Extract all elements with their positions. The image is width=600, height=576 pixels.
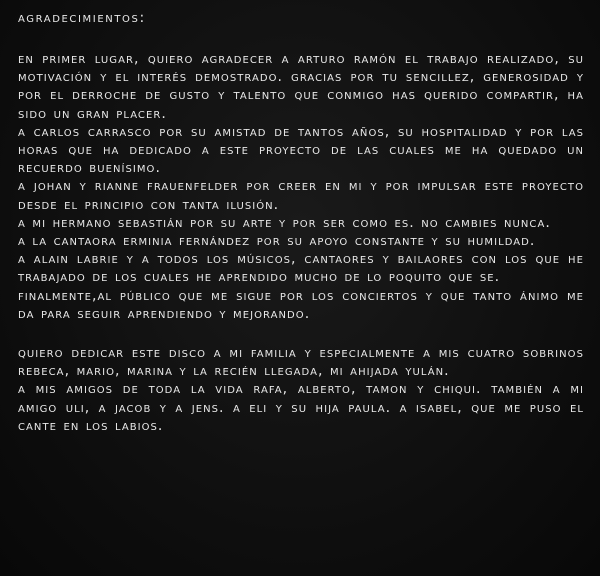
acknowledgement-paragraph: a johan y rianne frauenfelder por creer en mi y por impulsar este proyecto desde el principio con tanta ilusión.	[18, 178, 584, 213]
acknowledgements-heading: agradecimientos:	[18, 10, 146, 26]
acknowledgement-paragraph: a alain labrie y a todos los músicos, cantaores y bailaores con los que he trabajado de los cuales he aprendido mucho de lo poquito que se.	[18, 251, 584, 286]
acknowledgement-paragraph: a mi hermano sebastián por su arte y por ser como es. no cambies nunca.	[18, 214, 551, 231]
acknowledgement-paragraph: finalmente,al público que me sigue por los conciertos y que tanto ánimo me da para seguir aprendiendo y mejorando.	[18, 287, 584, 322]
acknowledgement-paragraph: a la cantaora erminia fernández por su apoyo constante y su humildad.	[18, 233, 536, 250]
acknowledgements-section	[18, 50, 584, 323]
dedication-section	[18, 344, 584, 435]
section-spacer	[18, 323, 584, 344]
acknowledgement-paragraph: a carlos carrasco por su amistad de tantos años, su hospitalidad y por las horas que ha dedicado a este proyecto de las cuales me ha quedado un recuerdo buenísimo.	[18, 123, 584, 177]
dedication-paragraph: quiero dedicar este disco a mi familia y especialmente a mis cuatro sobrinos rebeca, mario, marina y la recién llegada, mi ahijada yulán.	[18, 345, 584, 380]
dedication-paragraph: a mis amigos de toda la vida rafa, alberto, tamon y chiqui. también a mi amigo uli, a jacob y a jens. a eli y su hija paula. a isabel, que me puso el cante en los labios.	[18, 381, 584, 434]
acknowledgement-paragraph: en primer lugar, quiero agradecer a arturo ramón el trabajo realizado, su motivación y el interés demostrado. gracias por tu sencillez, generosidad y por el derroche de gusto y talento que conmigo has querido compartir, ha sido un gran placer.	[18, 51, 584, 122]
